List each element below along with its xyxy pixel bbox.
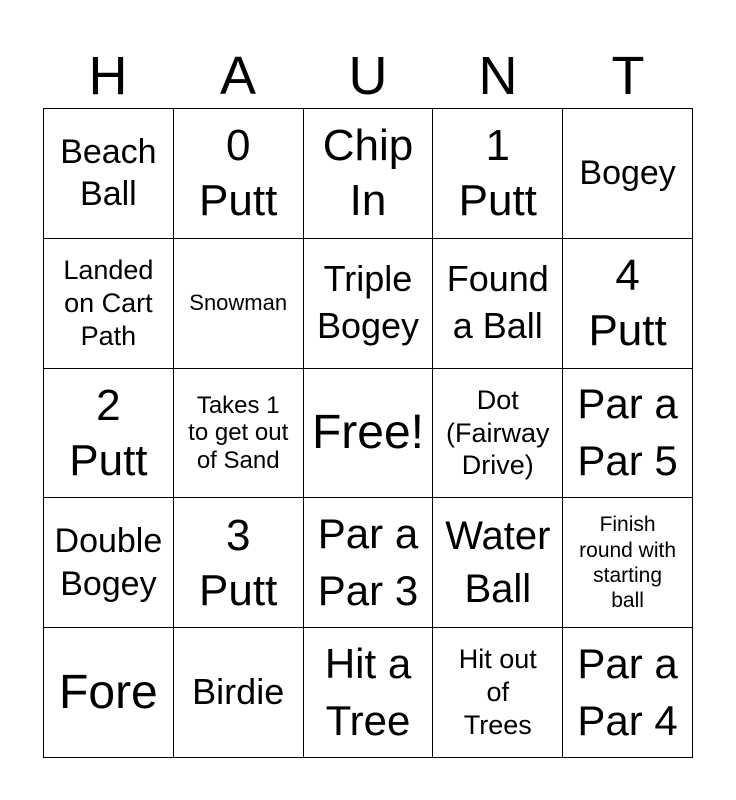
bingo-cell[interactable]: Par a Par 4 [563,628,693,758]
bingo-cell[interactable]: 0 Putt [174,109,304,239]
bingo-cell[interactable]: Finish round with starting ball [563,498,693,628]
header-letter-t: T [611,46,645,106]
bingo-cell[interactable]: Par a Par 5 [563,369,693,499]
bingo-cell[interactable]: Takes 1 to get out of Sand [174,369,304,499]
bingo-cell[interactable]: Snowman [174,239,304,369]
bingo-cell[interactable]: Birdie [174,628,304,758]
bingo-cell[interactable]: Water Ball [433,498,563,628]
bingo-cell[interactable]: Beach Ball [44,109,174,239]
bingo-cell[interactable]: Hit a Tree [304,628,434,758]
free-cell[interactable]: Free! [304,369,434,499]
bingo-cell[interactable]: Double Bogey [44,498,174,628]
bingo-cell[interactable]: Hit out of Trees [433,628,563,758]
bingo-cell[interactable]: Chip In [304,109,434,239]
bingo-cell[interactable]: Fore [44,628,174,758]
bingo-cell[interactable]: 3 Putt [174,498,304,628]
bingo-cell[interactable]: Dot (Fairway Drive) [433,369,563,499]
bingo-cell[interactable]: Bogey [563,109,693,239]
bingo-cell[interactable]: Par a Par 3 [304,498,434,628]
bingo-grid [43,108,693,758]
bingo-cell[interactable]: Triple Bogey [304,239,434,369]
bingo-cell[interactable]: 2 Putt [44,369,174,499]
header-letter-n: N [478,46,518,106]
header-letter-u: U [348,46,388,106]
header-letter-a: A [219,46,257,106]
bingo-cell[interactable]: Found a Ball [433,239,563,369]
header-letter-h: H [88,46,128,106]
bingo-cell[interactable]: 4 Putt [563,239,693,369]
bingo-cell[interactable]: Landed on Cart Path [44,239,174,369]
bingo-header [43,44,693,108]
bingo-cell[interactable]: 1 Putt [433,109,563,239]
